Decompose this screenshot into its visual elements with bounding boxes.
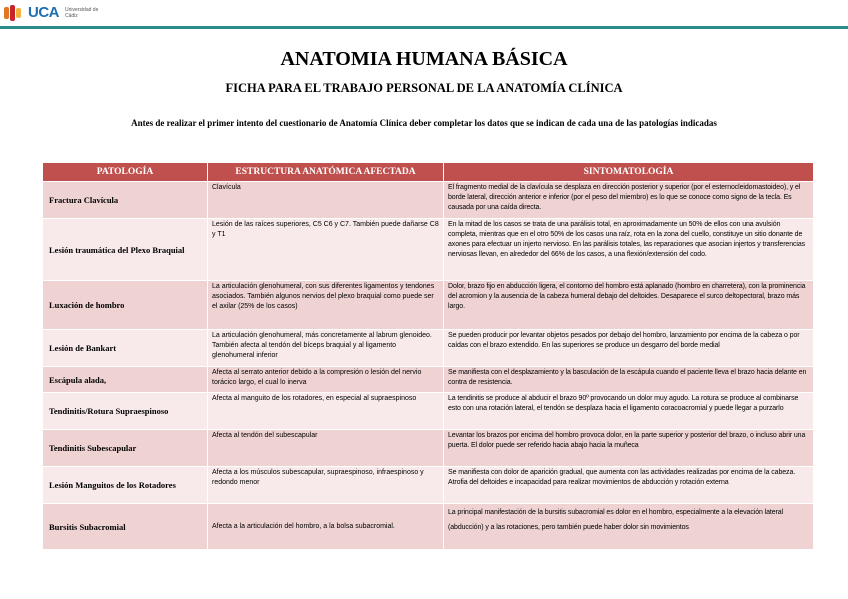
header-patologia: PATOLOGÍA — [43, 163, 208, 182]
cell-estructura: La articulación glenohumeral, más concretamente al labrum glenoideo. También afecta al tendón del bíceps braquial y al ligamento glenohumeral inferior — [208, 330, 444, 367]
cell-patologia: Luxación de hombro — [43, 281, 208, 330]
cell-patologia: Lesión Manguitos de los Rotadores — [43, 467, 208, 504]
page-header — [0, 0, 848, 26]
cell-patologia: Lesión de Bankart — [43, 330, 208, 367]
cell-sintomatologia: Se pueden producir por levantar objetos pesados por debajo del hombro, lanzamiento por encima de la cabeza o por caídas con el brazo extendido. En las superiores se produce un desgarro del borde medial — [444, 330, 814, 367]
cell-sintomatologia: Dolor, brazo fijo en abducción ligera, el contorno del hombro está aplanado (hombro en charretera), con la prominencia del acromion y la ausencia de la cabeza humeral debajo del deltoides. Desaparece el surco deltopectoral, brazo más largo. — [444, 281, 814, 330]
cell-sintomatologia: La tendinitis se produce al abducir el brazo 90º provocando un dolor muy agudo. La rotura se produce al combinarse esto con una rotación lateral, el tendón se desplaza hacia el ligamento coracoacromial y puede llegar a purzarlo — [444, 393, 814, 430]
cell-sintomatologia: Se manifiesta con dolor de aparición gradual, que aumenta con las actividades realizadas por encima de la cabeza. Atrofia del deltoides e incapacidad para realizar movimientos de abducción y rotación externa — [444, 467, 814, 504]
cell-patologia: Tendinitis/Rotura Supraespinoso — [43, 393, 208, 430]
cell-estructura: Afecta a los músculos subescapular, supraespinoso, infraespinoso y redondo menor — [208, 467, 444, 504]
cell-estructura: La articulación glenohumeral, con sus diferentes ligamentos y tendones asociados. También algunos nervios del plexo braquial como puede ser el axilar (25% de los casos) — [208, 281, 444, 330]
cell-patologia: Fractura Clavícula — [43, 182, 208, 219]
header-divider — [0, 26, 848, 29]
table-row — [43, 219, 814, 281]
intro-text: Antes de realizar el primer intento del cuestionario de Anatomía Clínica deber completar los datos que se indican de cada una de las patologías indicadas — [131, 118, 717, 128]
table-row — [43, 430, 814, 467]
cell-estructura: Afecta al tendón del subescapular — [208, 430, 444, 467]
cell-sintomatologia: Se manifiesta con el desplazamiento y la basculación de la escápula cuando el paciente lleva el brazo hacia delante en contra de resistencia. — [444, 367, 814, 393]
logo-mark-icon — [4, 5, 26, 21]
cell-patologia: Bursitis Subacromial — [43, 504, 208, 550]
header-estructura: ESTRUCTURA ANATÓMICA AFECTADA — [208, 163, 444, 182]
logo-subtext: Universidad de Cádiz — [65, 6, 99, 19]
header-sintomatologia: SINTOMATOLOGÍA — [444, 163, 814, 182]
pathology-table — [42, 162, 814, 550]
page-subtitle: FICHA PARA EL TRABAJO PERSONAL DE LA ANATOMÍA CLÍNICA — [225, 81, 623, 95]
logo-text: UCA — [28, 4, 59, 21]
table-row — [43, 367, 814, 393]
cell-sintomatologia: El fragmento medial de la clavícula se desplaza en dirección posterior y superior (por el esternocleidomastoideo), y el borde lateral, dirección anterior e inferior (por el peso del miembro) es lo que se conoce como signo de la tecla. Es causada por una caída directa. — [444, 182, 814, 219]
table-row — [43, 467, 814, 504]
cell-estructura: Afecta al manguito de los rotadores, en especial al supraespinoso — [208, 393, 444, 430]
cell-patologia: Lesión traumática del Plexo Braquial — [43, 219, 208, 281]
cell-estructura: Afecta a la articulación del hombro, a la bolsa subacromial. — [208, 504, 444, 550]
table-row — [43, 504, 814, 550]
page-title: ANATOMIA HUMANA BÁSICA — [280, 48, 568, 70]
cell-patologia: Escápula alada, — [43, 367, 208, 393]
table-row — [43, 182, 814, 219]
table-row — [43, 393, 814, 430]
cell-sintomatologia: Levantar los brazos por encima del hombro provoca dolor, en la parte superior y posterior del brazo, o incluso abrir una puerta. El dolor puede ser referido hacia abajo hacia la muñeca — [444, 430, 814, 467]
cell-estructura: Lesión de las raíces superiores, C5 C6 y C7. También puede dañarse C8 y T1 — [208, 219, 444, 281]
university-logo — [4, 4, 105, 21]
table-header-row — [43, 163, 814, 182]
table-row — [43, 330, 814, 367]
table-row — [43, 281, 814, 330]
cell-estructura: Afecta al serrato anterior debido a la compresión o lesión del nervio torácico largo, el cual lo inerva — [208, 367, 444, 393]
cell-estructura: Clavícula — [208, 182, 444, 219]
cell-sintomatologia: La principal manifestación de la bursitis subacromial es dolor en el hombro, especialmente a la elevación lateral (abducción) y a las rotaciones, pero también puede haber dolor sin movimientos — [444, 504, 814, 550]
cell-patologia: Tendinitis Subescapular — [43, 430, 208, 467]
cell-sintomatologia: En la mitad de los casos se trata de una parálisis total, en aproximadamente un 50% de ellos con una avulsión completa, mientras que en el otro 50% de los casos una raíz, rota en la zona del cuello, constituye un sitio donante de axones para efectuar un injerto nervioso. En las parálisis totales, las reparaciones que asocian injertos y transferencias nerviosas llevan, en alrededor del 66% de los casos, a una flexión/extensión del codo. — [444, 219, 814, 281]
